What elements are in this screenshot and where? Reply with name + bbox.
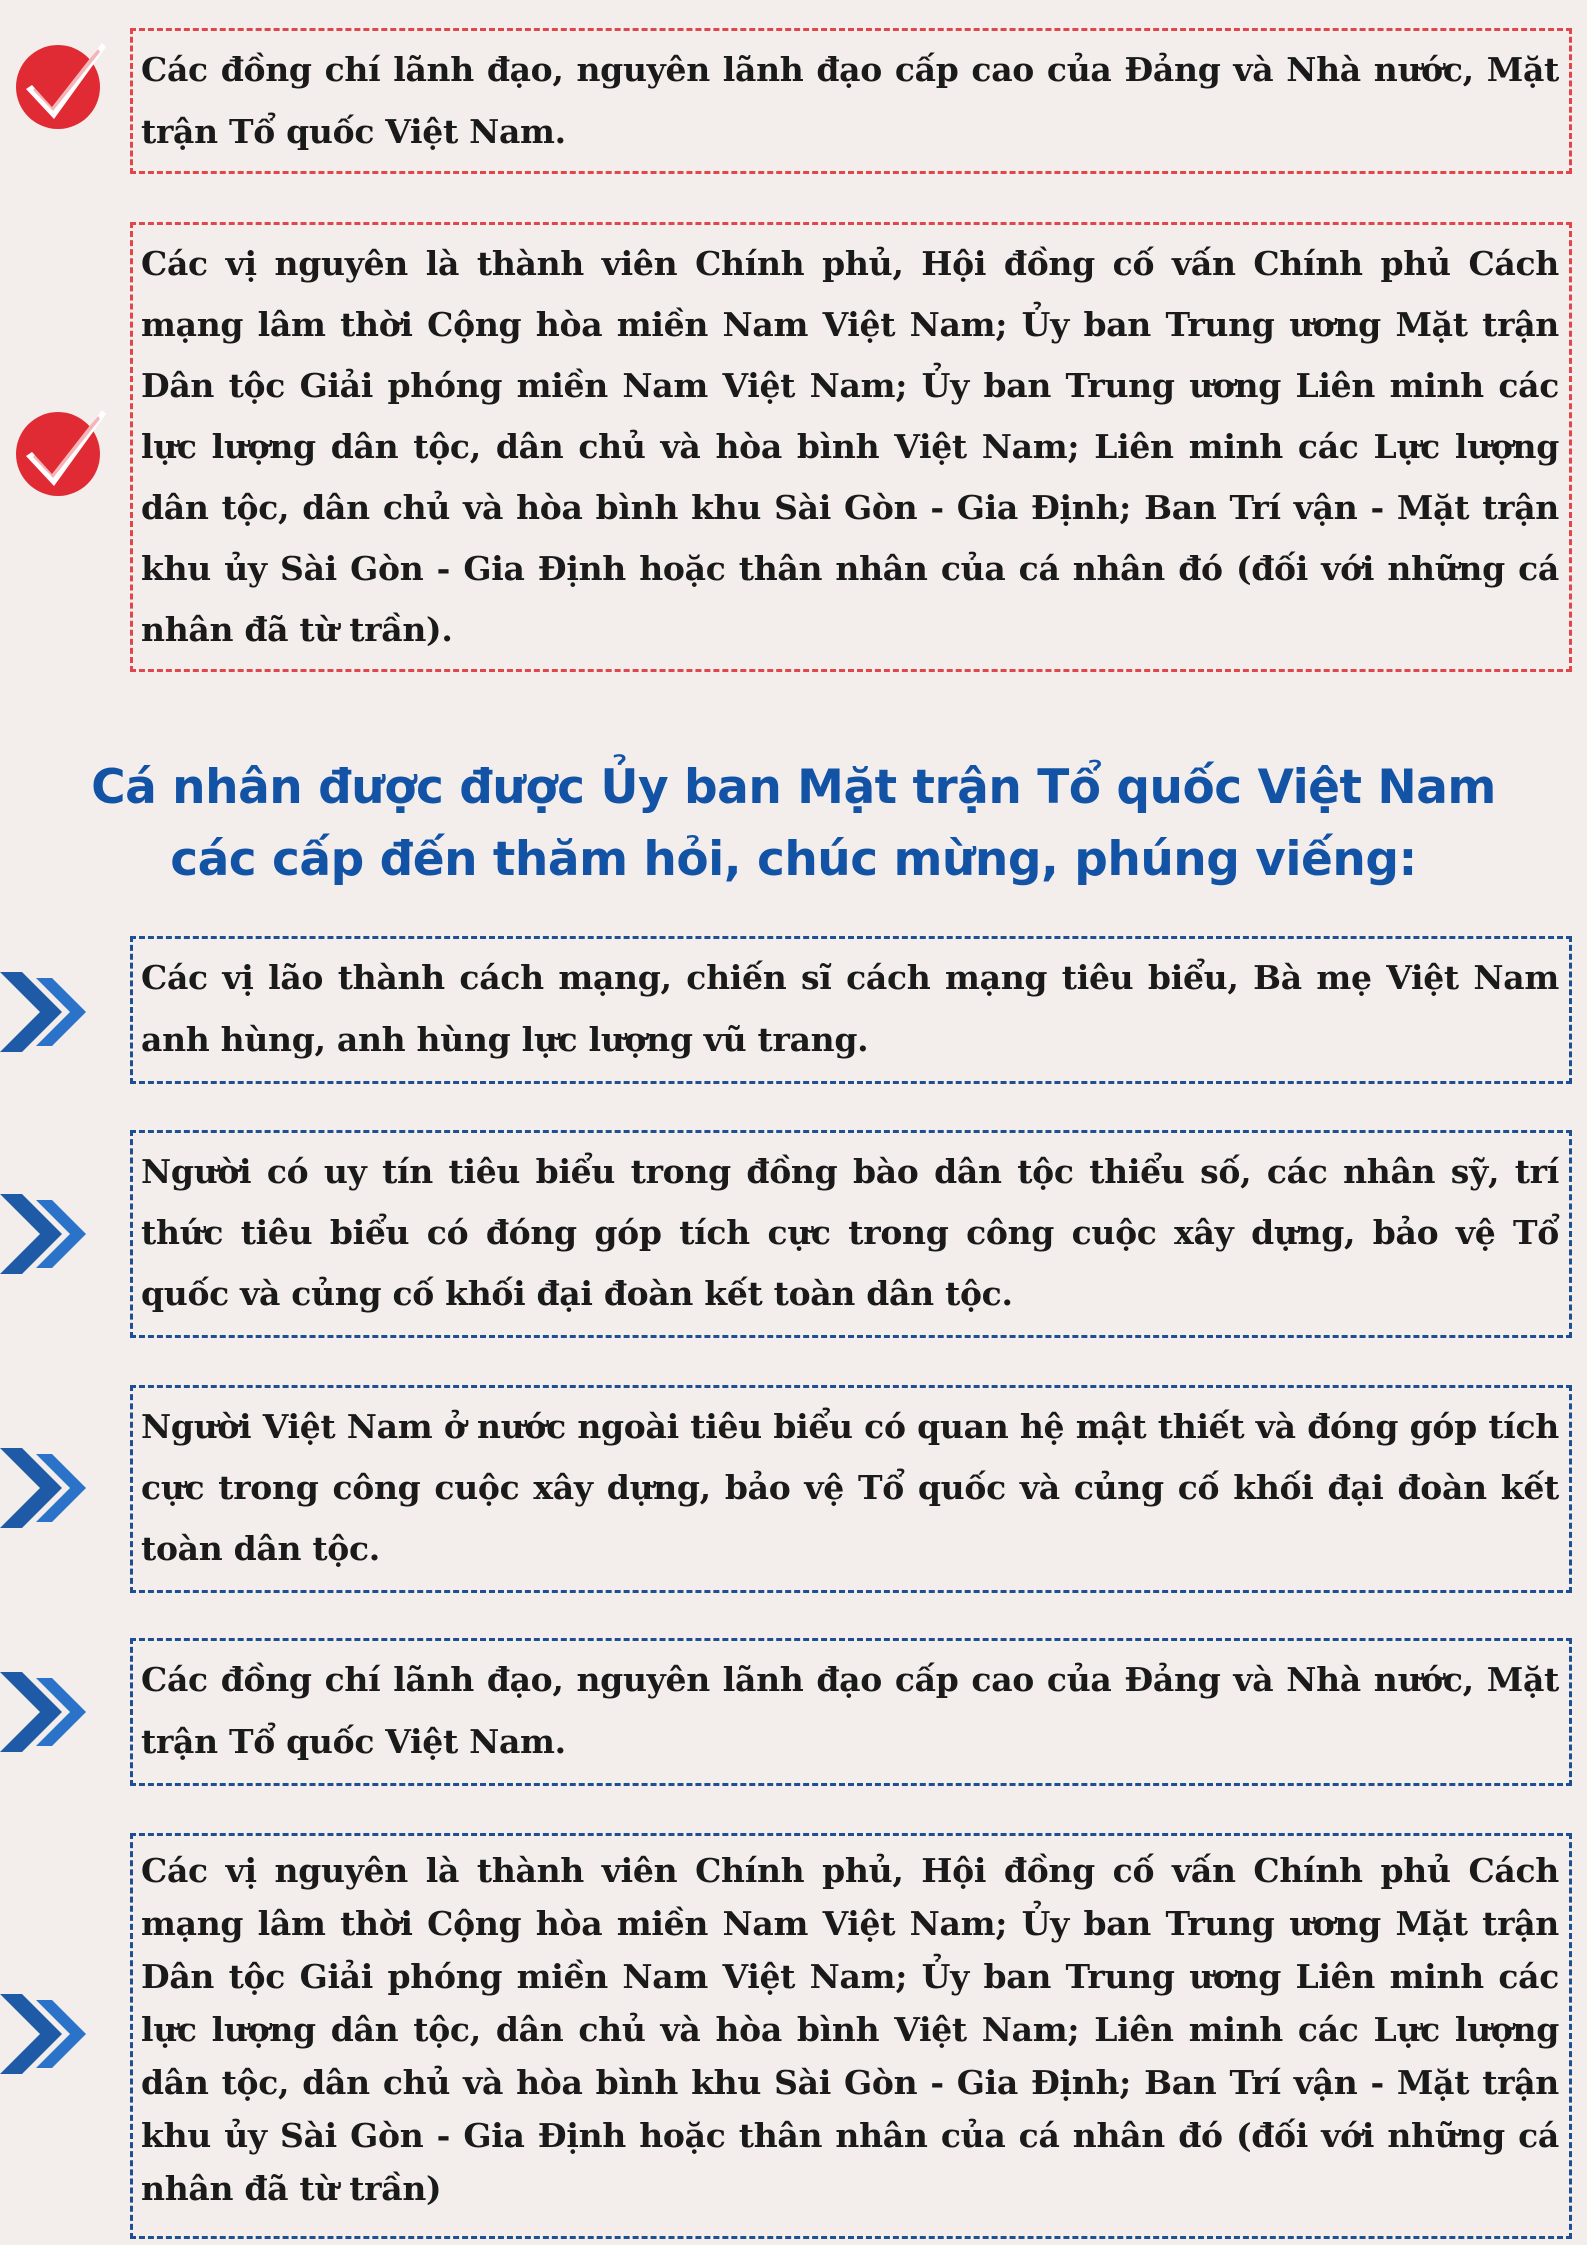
section-heading-line-1: Cá nhân được được Ủy ban Mặt trận Tổ quốc Việt Nam [91,760,1496,815]
section-heading [0,752,1587,896]
double-chevron-icon [0,1448,104,1528]
bottom-item-2-text: Người có uy tín tiêu biểu trong đồng bào dân tộc thiểu số, các nhân sỹ, trí thức tiêu biểu có đóng góp tích cực trong công cuộc xây dựng, bảo vệ Tổ quốc và củng cố khối đại đoàn kết toàn dân tộc. [141,1152,1559,1313]
bottom-item-1 [130,936,1572,1084]
section-heading-line-2: các cấp đến thăm hỏi, chúc mừng, phúng viếng: [170,832,1417,887]
top-item-2-text: Các vị nguyên là thành viên Chính phủ, Hội đồng cố vấn Chính phủ Cách mạng lâm thời Cộng hòa miền Nam Việt Nam; Ủy ban Trung ương Mặt trận Dân tộc Giải phóng miền Nam Việt Nam; Ủy ban Trung ương Liên minh các lực lượng dân tộc, dân chủ và hòa bình Việt Nam; Liên minh các Lực lượng dân tộc, dân chủ và hòa bình khu Sài Gòn - Gia Định; Ban Trí vận - Mặt trận khu ủy Sài Gòn - Gia Định hoặc thân nhân của cá nhân đó (đối với những cá nhân đã từ trần). [141,244,1559,649]
bottom-item-1-text: Các vị lão thành cách mạng, chiến sĩ cách mạng tiêu biểu, Bà mẹ Việt Nam anh hùng, anh hùng lực lượng vũ trang. [141,958,1559,1059]
top-item-1 [130,28,1572,174]
double-chevron-icon [0,972,104,1052]
top-item-1-text: Các đồng chí lãnh đạo, nguyên lãnh đạo cấp cao của Đảng và Nhà nước, Mặt trận Tổ quốc Việt Nam. [141,50,1559,151]
bottom-item-4-text: Các đồng chí lãnh đạo, nguyên lãnh đạo cấp cao của Đảng và Nhà nước, Mặt trận Tổ quốc Việt Nam. [141,1660,1559,1761]
check-icon [10,400,110,500]
check-icon [10,33,110,133]
bottom-item-5-text: Các vị nguyên là thành viên Chính phủ, Hội đồng cố vấn Chính phủ Cách mạng lâm thời Cộng hòa miền Nam Việt Nam; Ủy ban Trung ương Mặt trận Dân tộc Giải phóng miền Nam Việt Nam; Ủy ban Trung ương Liên minh các lực lượng dân tộc, dân chủ và hòa bình Việt Nam; Liên minh các Lực lượng dân tộc, dân chủ và hòa bình khu Sài Gòn - Gia Định; Ban Trí vận - Mặt trận khu ủy Sài Gòn - Gia Định hoặc thân nhân của cá nhân đó (đối với những cá nhân đã từ trần) [141,1851,1559,2208]
double-chevron-icon [0,1994,104,2074]
double-chevron-icon [0,1194,104,1274]
top-item-2 [130,222,1572,672]
bottom-item-4 [130,1638,1572,1786]
bottom-item-3 [130,1385,1572,1593]
bottom-item-3-text: Người Việt Nam ở nước ngoài tiêu biểu có quan hệ mật thiết và đóng góp tích cực trong công cuộc xây dựng, bảo vệ Tổ quốc và củng cố khối đại đoàn kết toàn dân tộc. [141,1407,1559,1568]
bottom-item-2 [130,1130,1572,1338]
double-chevron-icon [0,1672,104,1752]
bottom-item-5 [130,1833,1572,2239]
